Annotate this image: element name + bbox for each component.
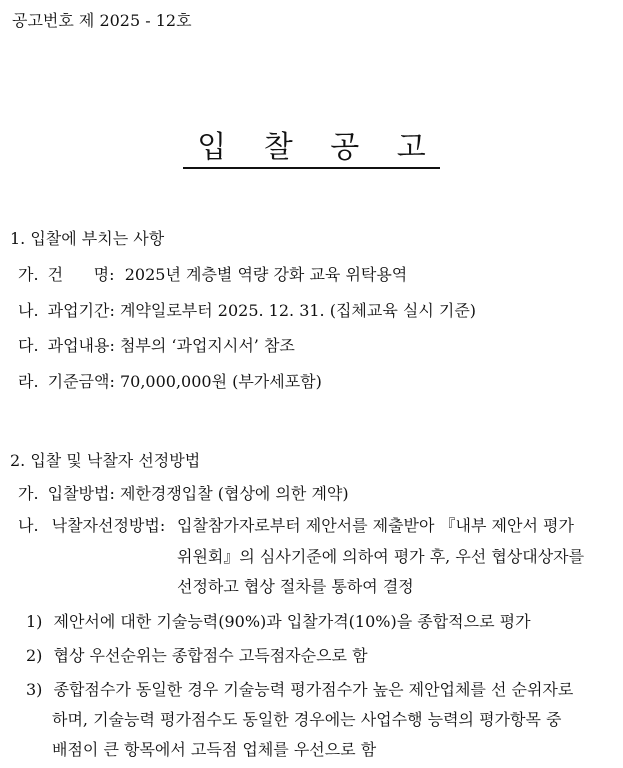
item-number: 3) bbox=[26, 680, 43, 699]
section2-item-na-line2: 위원회』의 심사기준에 의하여 평가 후, 우선 협상대상자를 bbox=[177, 547, 585, 566]
section1-item-na bbox=[18, 298, 476, 321]
numbered-item-3-line2: 하며, 기술능력 평가점수도 동일한 경우에는 사업수행 능력의 평가항목 중 bbox=[52, 710, 562, 729]
numbered-item-3 bbox=[26, 677, 573, 700]
item-prefix: 나. bbox=[18, 301, 39, 320]
numbered-item-1 bbox=[26, 609, 531, 632]
section2-item-na-line1: 입찰참가자로부터 제안서를 제출받아 『내부 제안서 평가 bbox=[177, 516, 574, 535]
item-number: 1) bbox=[26, 612, 43, 631]
item-label: 입찰방법: bbox=[47, 484, 115, 503]
item-label: 기준금액: bbox=[47, 372, 115, 391]
section1-item-ra bbox=[18, 369, 322, 392]
numbered-item-3-line3: 배점이 큰 항목에서 고득점 업체를 우선으로 함 bbox=[52, 740, 377, 759]
item-text: 협상 우선순위는 종합점수 고득점자순으로 함 bbox=[53, 646, 368, 665]
numbered-item-2 bbox=[26, 643, 368, 666]
item-prefix: 나. bbox=[18, 516, 39, 535]
section2-item-ga bbox=[18, 481, 349, 504]
item-label: 과업기간: bbox=[47, 301, 115, 320]
item-text: 제안서에 대한 기술능력(90%)과 입찰가격(10%)을 종합적으로 평가 bbox=[53, 612, 531, 631]
item-value: 70,000,000원 (부가세포함) bbox=[119, 372, 322, 391]
item-prefix: 라. bbox=[18, 372, 39, 391]
item-value: 제한경쟁입찰 (협상에 의한 계약) bbox=[119, 484, 349, 503]
item-value: 첨부의 ‘과업지시서’ 참조 bbox=[119, 336, 295, 355]
item-prefix: 다. bbox=[18, 336, 39, 355]
page-title-container bbox=[0, 122, 623, 166]
section2-item-na bbox=[18, 513, 165, 536]
item-value: 2025년 계층별 역량 강화 교육 위탁용역 bbox=[124, 265, 408, 284]
page-title: 입 찰 공 고 bbox=[183, 130, 440, 169]
item-number: 2) bbox=[26, 646, 43, 665]
item-text-line1: 종합점수가 동일한 경우 기술능력 평가점수가 높은 제안업체를 선 순위자로 bbox=[53, 680, 574, 699]
section1-item-da bbox=[18, 333, 295, 356]
item-label: 낙찰자선정방법: bbox=[51, 516, 166, 535]
notice-number: 공고번호 제 2025 - 12호 bbox=[12, 11, 192, 30]
item-prefix: 가. bbox=[18, 484, 39, 503]
item-prefix: 가. bbox=[18, 265, 39, 284]
section1-item-ga bbox=[18, 262, 407, 285]
section1-heading: 1. 입찰에 부치는 사항 bbox=[10, 229, 165, 248]
item-label: 과업내용: bbox=[47, 336, 115, 355]
item-label: 건 명: bbox=[47, 265, 115, 284]
section2-heading: 2. 입찰 및 낙찰자 선정방법 bbox=[10, 451, 201, 470]
item-value: 계약일로부터 2025. 12. 31. (집체교육 실시 기준) bbox=[119, 301, 477, 320]
section2-item-na-line3: 선정하고 협상 절차를 통하여 결정 bbox=[177, 577, 414, 596]
